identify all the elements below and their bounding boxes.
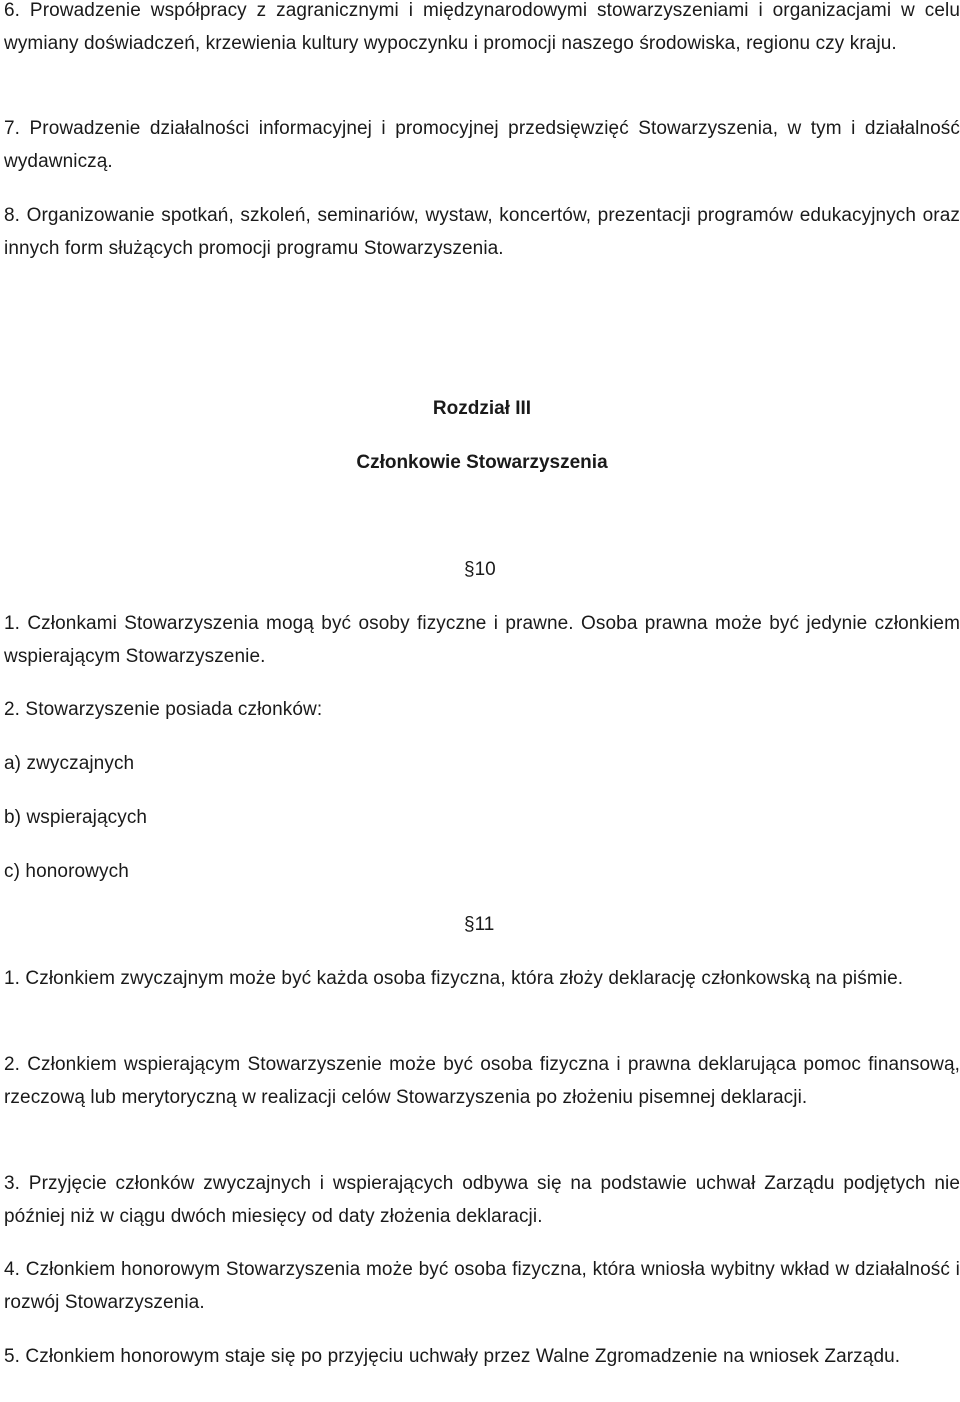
section-10-item-b: b) wspierających (4, 807, 148, 828)
section-10-sign: §10 (464, 559, 496, 580)
section-10-item-1: 1. Członkami Stowarzyszenia mogą być osoby fizyczne i prawne. Osoba prawna może być jedynie członkiem wspierającym Stowarzyszenie. (4, 613, 960, 667)
section-11-item-2: 2. Członkiem wspierającym Stowarzyszenie może być osoba fizyczna i prawna deklarująca pomoc finansową, rzeczową lub merytoryczną w realizacji celów Stowarzyszenia po złożeniu pisemnej deklaracji. (4, 1054, 960, 1108)
item-6-paragraph: 6. Prowadzenie współpracy z zagranicznymi i międzynarodowymi stowarzyszeniami i organizacjami w celu wymiany doświadczeń, krzewienia kultury wypoczynku i promocji naszego środowiska, regionu czy kraju. (4, 0, 960, 54)
section-11-item-1: 1. Członkiem zwyczajnym może być każda osoba fizyczna, która złoży deklarację członkowską na piśmie. (4, 968, 904, 989)
item-8-paragraph: 8. Organizowanie spotkań, szkoleń, seminariów, wystaw, koncertów, prezentacji programów edukacyjnych oraz innych form służących promocji programu Stowarzyszenia. (4, 205, 960, 259)
section-11-item-4: 4. Członkiem honorowym Stowarzyszenia może być osoba fizyczna, która wniosła wybitny wkład w działalność i rozwój Stowarzyszenia. (4, 1259, 960, 1313)
section-11-item-3: 3. Przyjęcie członków zwyczajnych i wspierających odbywa się na podstawie uchwał Zarządu podjętych nie później niż w ciągu dwóch miesięcy od daty złożenia deklaracji. (4, 1173, 960, 1227)
section-10-item-2: 2. Stowarzyszenie posiada członków: (4, 699, 323, 720)
section-10-item-a: a) zwyczajnych (4, 753, 135, 774)
section-11-sign: §11 (464, 914, 495, 935)
chapter-title: Członkowie Stowarzyszenia (356, 452, 608, 473)
document-page (4, 0, 960, 1402)
section-10-item-c: c) honorowych (4, 861, 129, 882)
section-11-item-5: 5. Członkiem honorowym staje się po przyjęciu uchwały przez Walne Zgromadzenie na wniosek Zarządu. (4, 1346, 901, 1367)
chapter-number: Rozdział III (432, 398, 532, 419)
item-7-paragraph: 7. Prowadzenie działalności informacyjnej i promocyjnej przedsięwzięć Stowarzyszenia, w tym i działalność wydawniczą. (4, 118, 960, 172)
